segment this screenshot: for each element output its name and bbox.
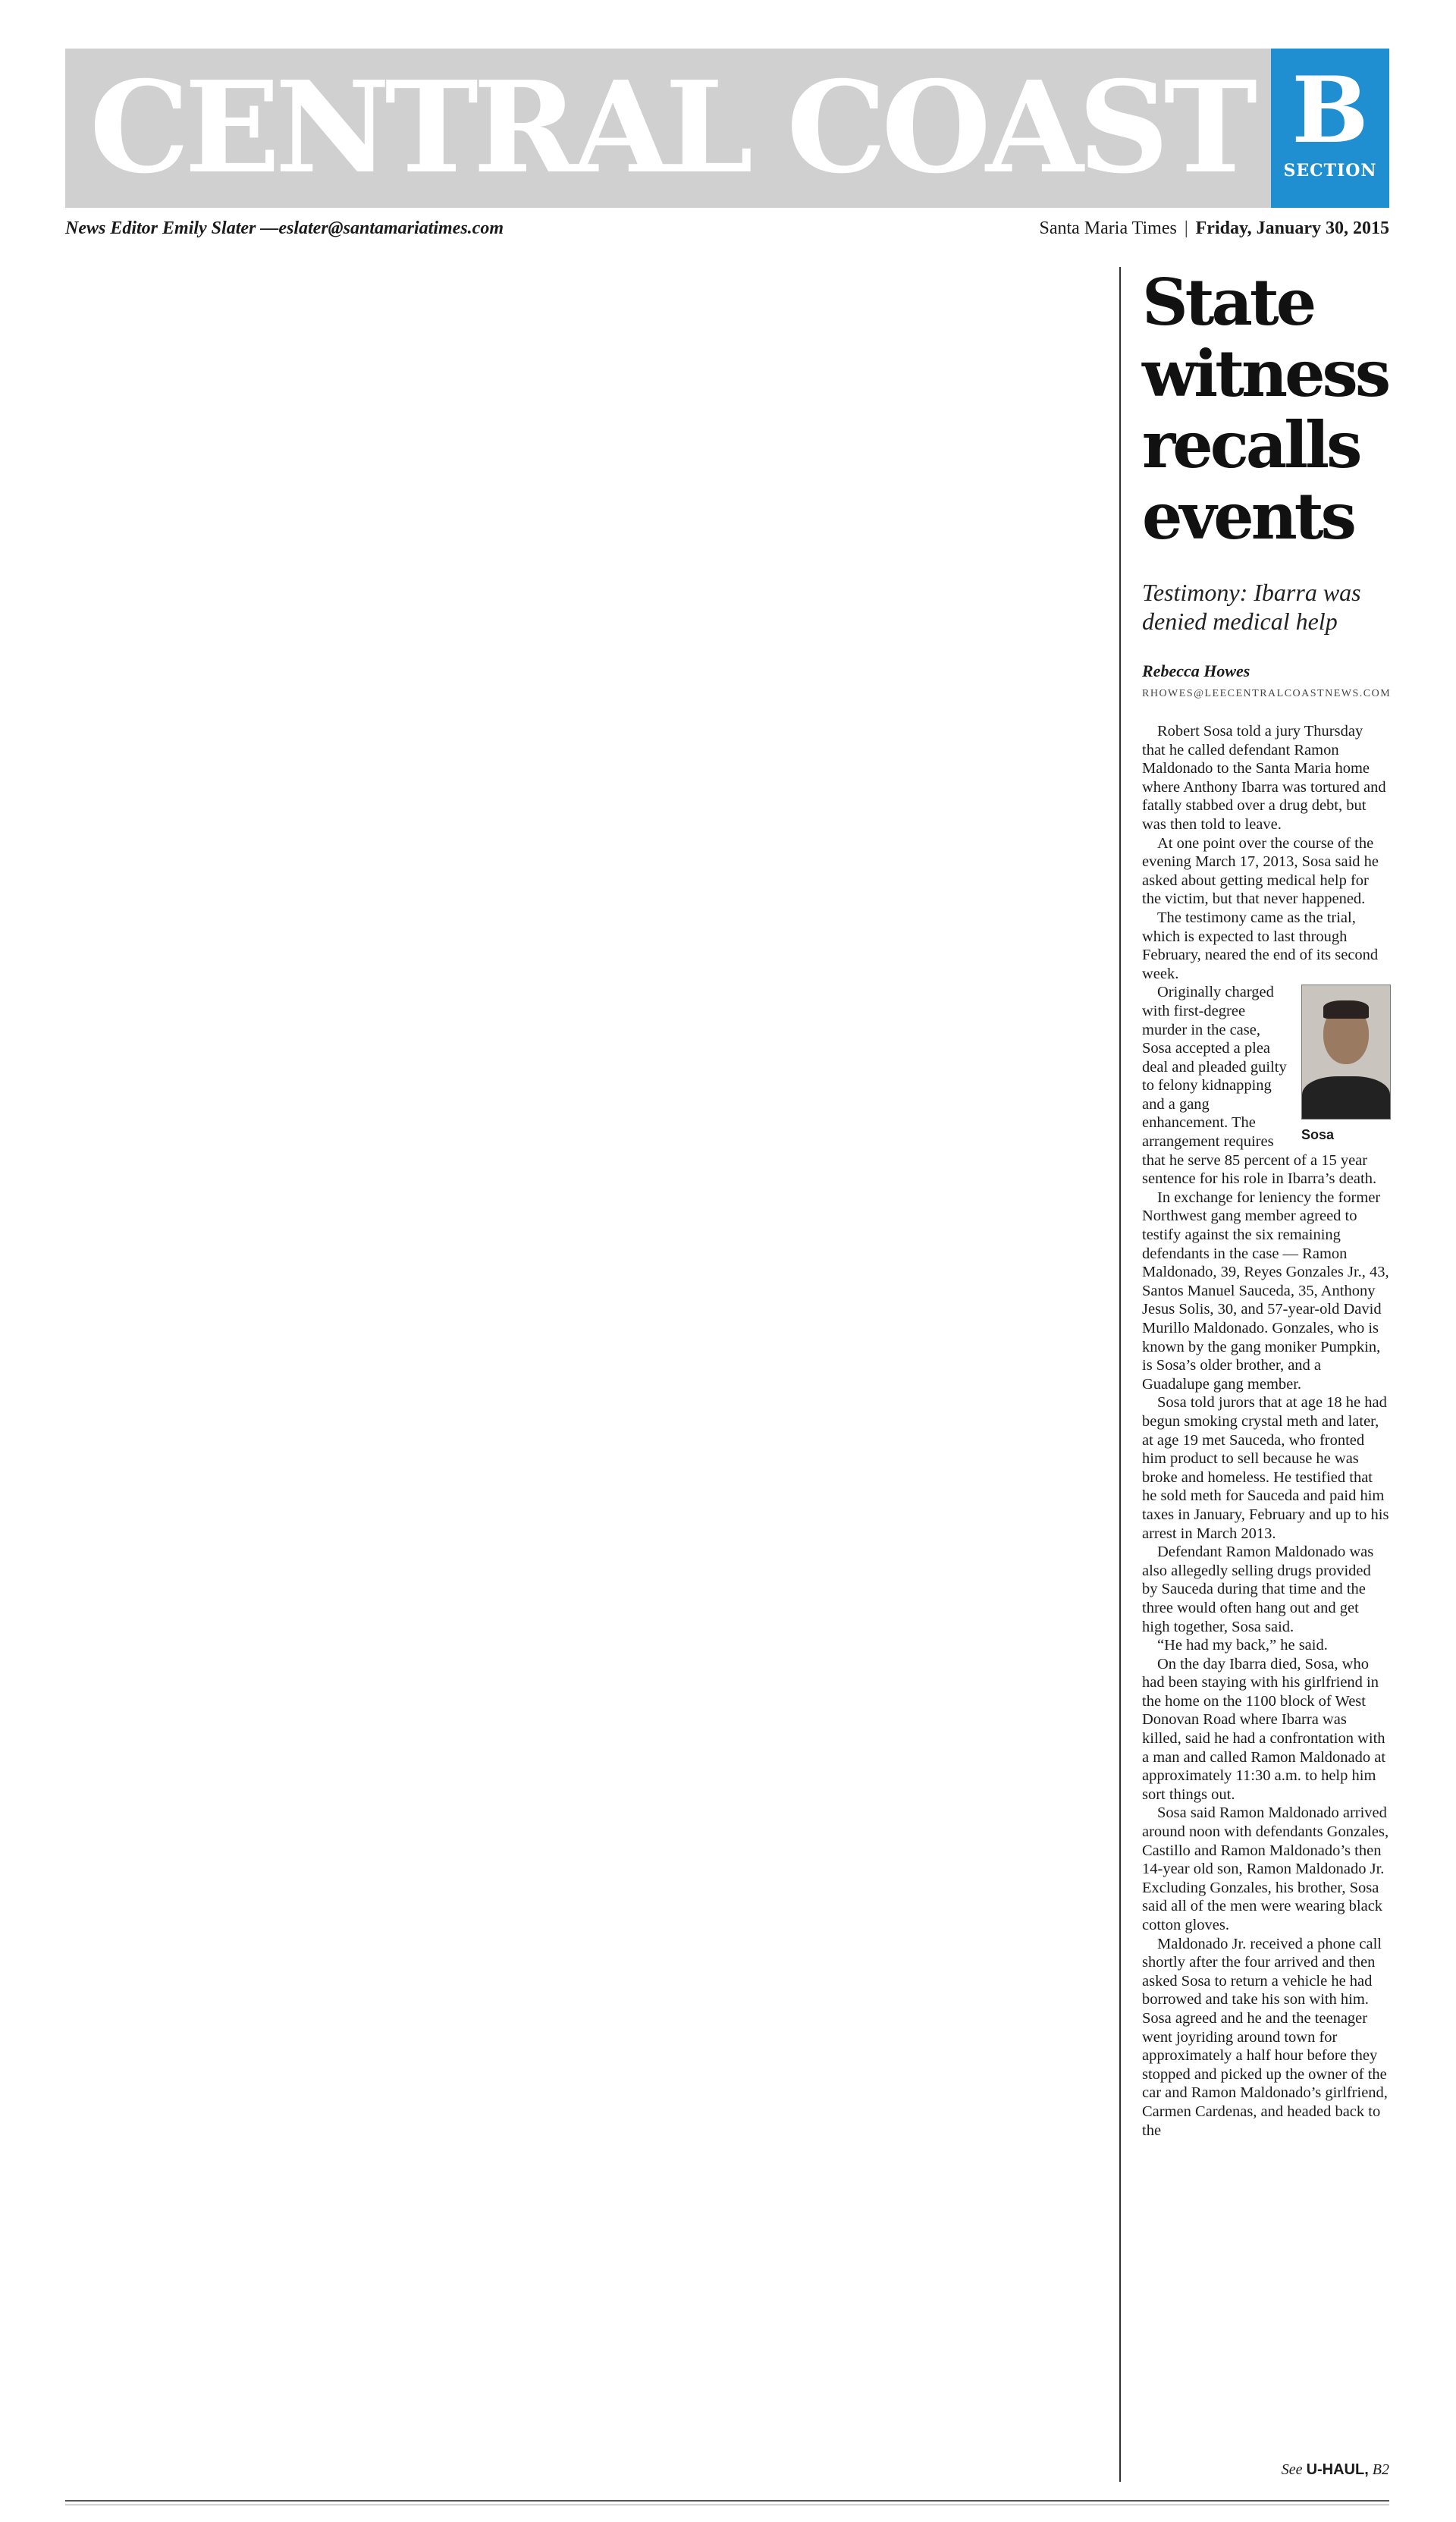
headline-line: recalls [1142,407,1360,482]
body-paragraph: Defendant Ramon Maldonado was also allegedly selling drugs provided by Sauceda during that time and the three would often hang out and get high together, Sosa said. [1142,1544,1374,1635]
mugshot-hair [1323,1000,1369,1019]
mugshot-shirt [1302,1076,1390,1120]
story-column [1142,265,1392,2140]
headline [1142,267,1389,552]
article-body [1142,722,1389,2140]
footer-rule [65,2500,1389,2502]
body-paragraph: Sosa told jurors that at age 18 he had begun smoking crystal meth and later, at age 19 met Sauceda, who fronted him product to sell because he was broke and homeless. He testified that he sold meth for Sauceda and paid him taxes in January, February and up to his arrest in March 2013. [1142,1394,1389,1542]
news-editor-credit: News Editor Emily Slater —eslater@santamariatimes.com [65,218,504,238]
masthead-title: CENTRAL COAST [89,54,1253,202]
subhead: Testimony: Ibarra was denied medical help [1142,579,1361,635]
dateline-separator: | [1184,218,1188,238]
dateline [1039,217,1389,240]
section-word: SECTION [1283,161,1377,181]
mugshot-photo [1301,985,1391,1120]
section-badge [1271,49,1389,208]
byline-name: Rebecca Howes [1142,661,1250,680]
headline-line: State [1142,265,1314,340]
column-rule [1119,267,1121,2482]
body-paragraph: Maldonado Jr. received a phone call shortly after the four arrived and then asked Sosa to return a vehicle he had borrowed and take his son with him. Sosa agreed and he and the teenager went joyriding around town for approximately a half hour before they stopped and picked up the owner of the car and Ramon Maldonado’s girlfriend, Carmen Cardenas, and headed back to the [1142,1935,1388,2139]
body-paragraph: Originally charged with first-degree murder in the case, Sosa accepted a plea deal and pleaded guilty to felony kidnapping and a gang enhancement. The arrangement requires that he serve 85 percent of a 15 year sentence for his role in Ibarra’s death. [1142,984,1377,1188]
issue-date: Friday, January 30, 2015 [1195,218,1389,238]
jump-line[interactable] [1282,2461,1389,2479]
headline-line: witness [1142,336,1389,411]
section-letter: B [1291,57,1369,164]
body-paragraph: In exchange for leniency the former Northwest gang member agreed to testify against the six remaining defendants in the case — Ramon Maldonado, 39, Reyes Gonzales Jr., 43, Santos Manuel Sauceda, 35, Anthony Jesus Solis, 30, and 57-year-old David Murillo Maldonado. Gonzales, who is known by the gang moniker Pumpkin, is Sosa’s older brother, and a Guadalupe gang member. [1142,1189,1389,1393]
body-paragraph: At one point over the course of the evening March 17, 2013, Sosa said he asked about getting medical help for the victim, but that never happened. [1142,834,1379,908]
body-paragraph: Robert Sosa told a jury Thursday that he called defendant Ramon Maldonado to the Santa Maria home where Anthony Ibarra was tortured and fatally stabbed over a drug debt, but was then told to leave. [1142,723,1386,833]
body-paragraph: On the day Ibarra died, Sosa, who had been staying with his girlfriend in the home on the 1100 block of West Donovan Road where Ibarra was killed, said he had a confrontation with a man and called Ramon Maldonado at approximately 11:30 a.m. to help him sort things out. [1142,1655,1386,1803]
jump-page: B2 [1372,2461,1389,2478]
jump-prefix: See [1281,2461,1303,2478]
body-paragraph: The testimony came as the trial, which is expected to last through February, neared the end of its second week. [1142,909,1379,982]
jump-target: U-HAUL, [1306,2461,1369,2478]
mugshot-figure [1301,985,1389,1145]
paper-name: Santa Maria Times [1039,218,1177,238]
info-bar [65,217,1389,240]
masthead-banner [65,49,1271,208]
body-paragraph: Sosa said Ramon Maldonado arrived around noon with defendants Gonzales, Castillo and Ramon Maldonado’s then 14-year old son, Ramon Maldonado Jr. Excluding Gonzales, his brother, Sosa said all of the men were wearing black cotton gloves. [1142,1804,1389,1933]
body-paragraph: “He had my back,” he said. [1157,1637,1328,1654]
photo-caption: Sosa [1301,1127,1335,1143]
byline-email: RHOWES@LEECENTRALCOASTNEWS.COM [1142,688,1392,699]
headline-line: events [1142,479,1354,554]
